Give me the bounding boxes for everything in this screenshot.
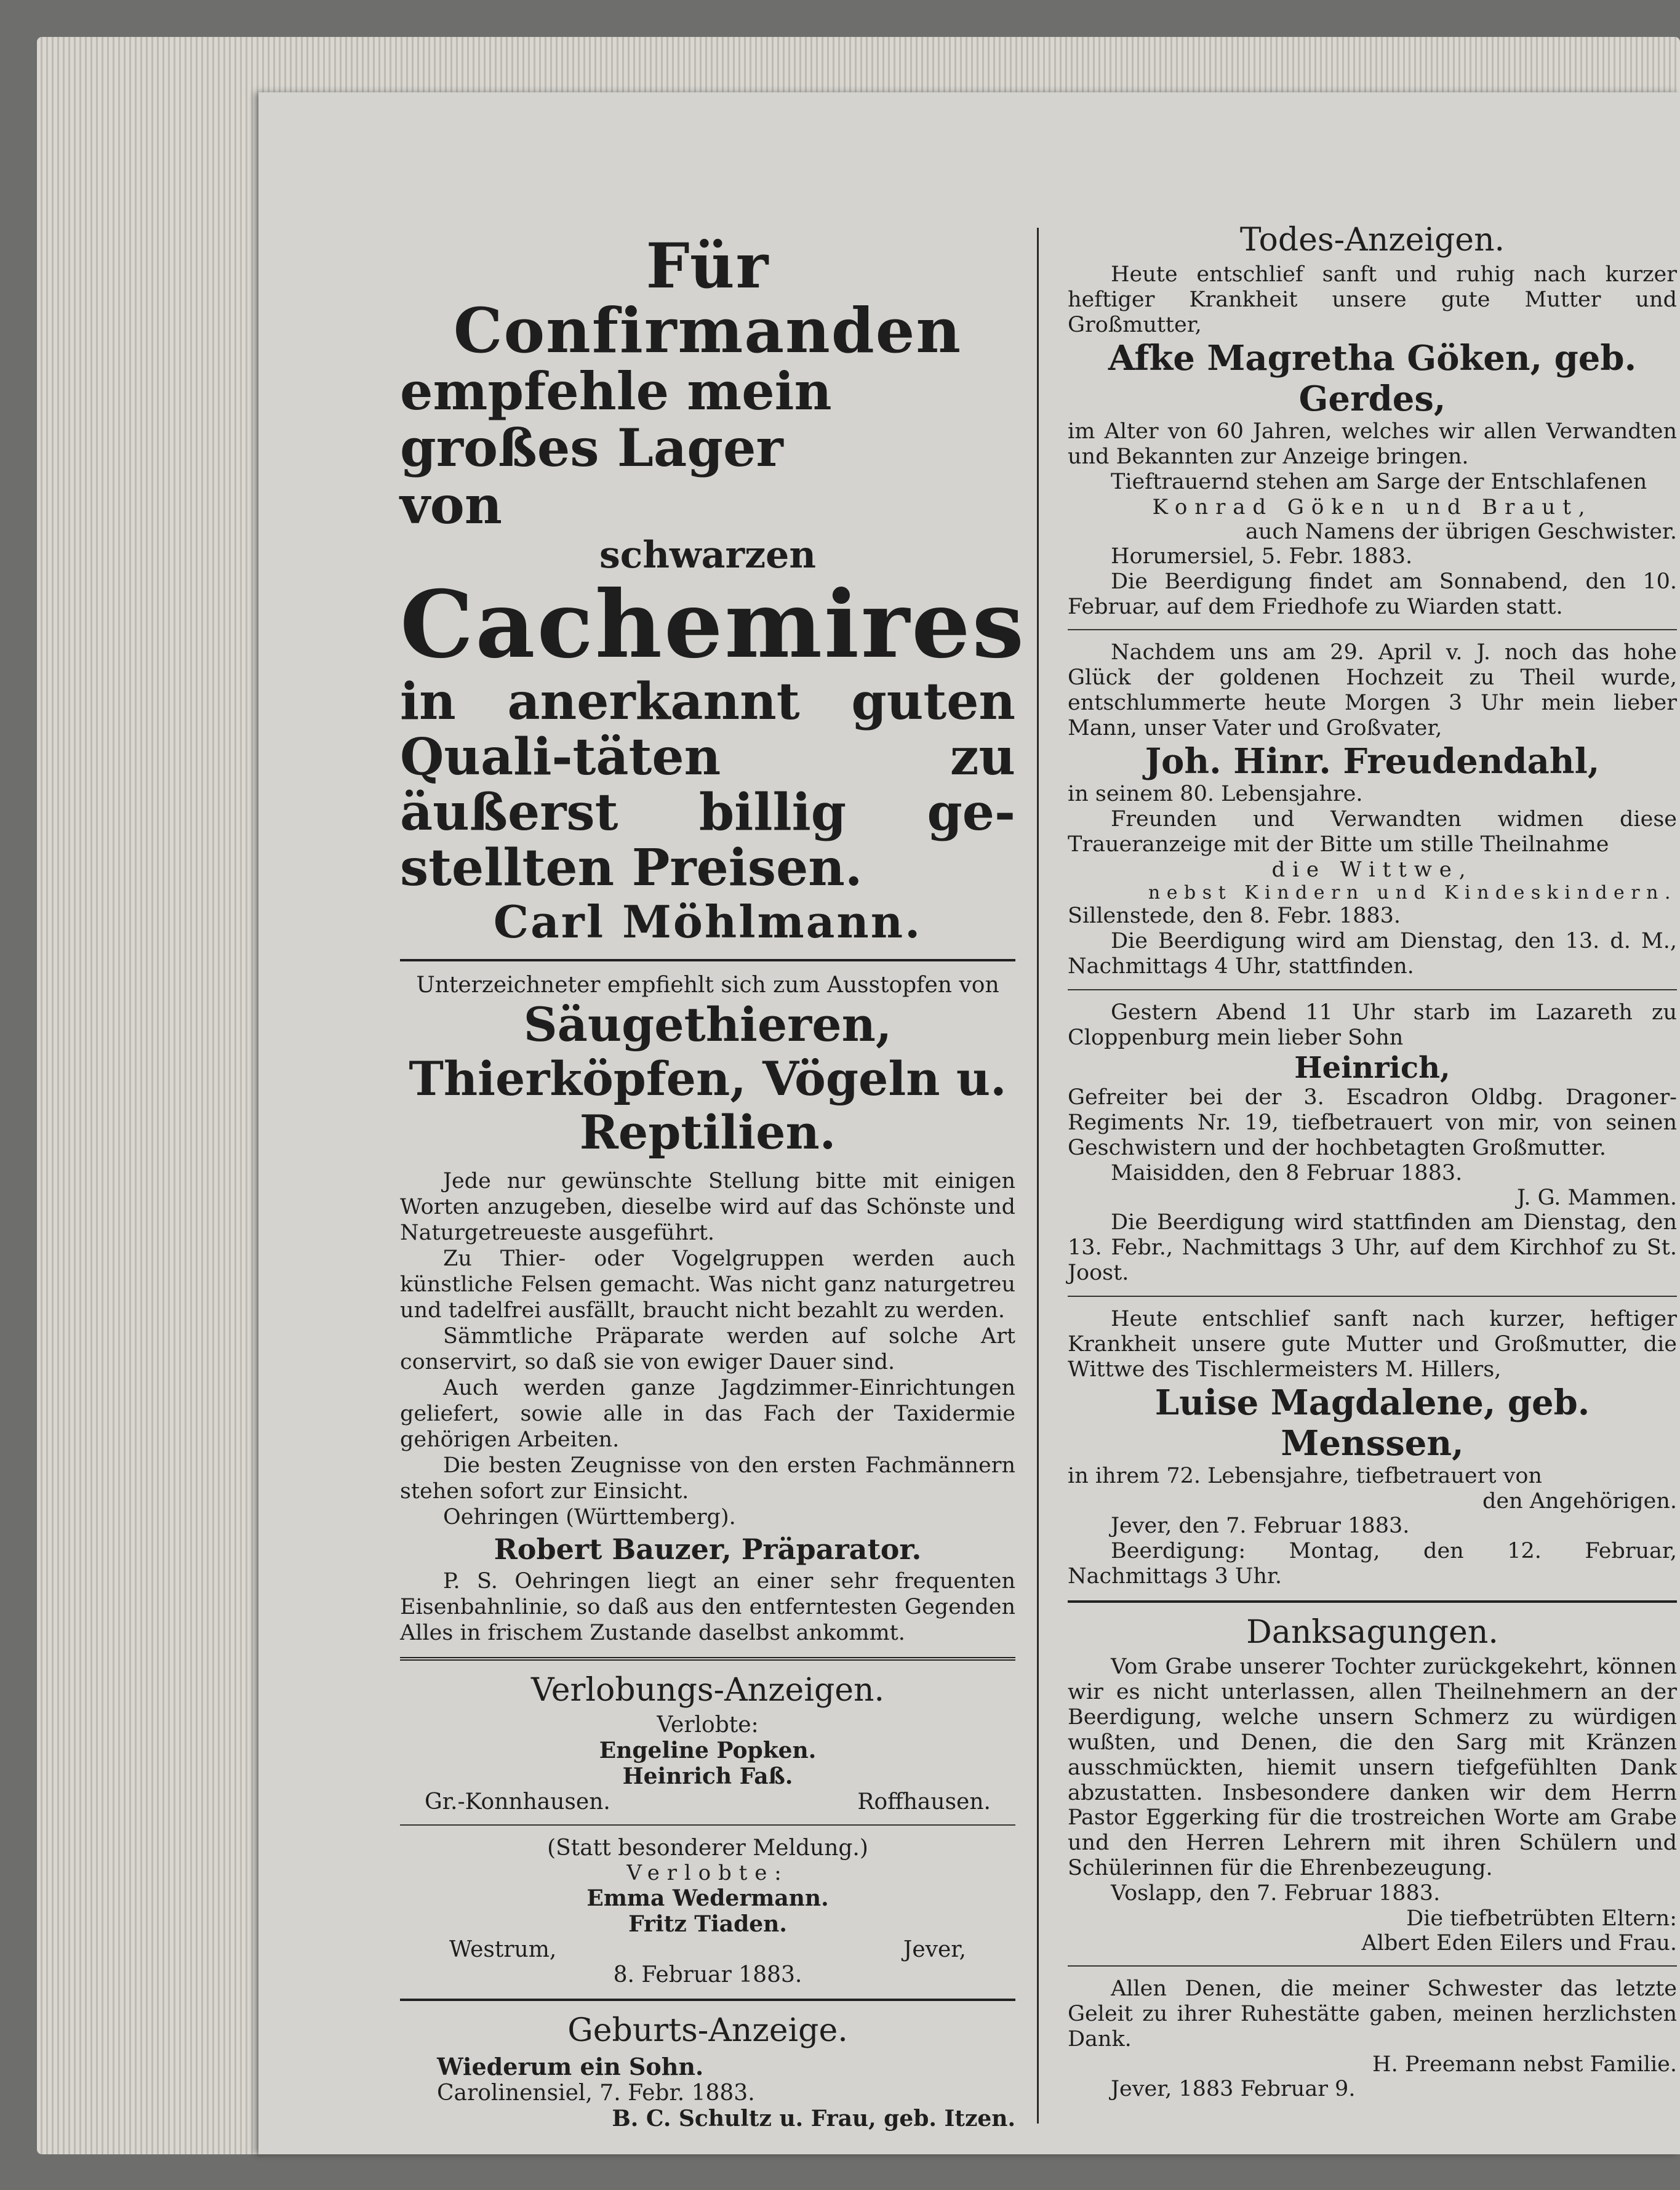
death-text: in ihrem 72. Lebensjahre, tiefbetrauert von (1068, 1464, 1542, 1489)
death-text: Freunden und Verwandten widmen diese Traueranzeige mit der Bitte um stille Theilnahme (1068, 807, 1677, 857)
birth-signature: B. C. Schultz u. Frau, geb. Itzen. (612, 2105, 1015, 2132)
death-text: Heute entschlief sanft und ruhig nach kurzer heftiger Krankheit unsere gute Mutter und Großmutter, (1068, 262, 1677, 337)
ad-subline-von: von (400, 474, 502, 535)
place-right: Jever, (903, 1936, 966, 1962)
ad-cachemires: Cachemires (400, 571, 1026, 680)
taxidermy-ps: P. S. Oehringen liegt an einer sehr frequenten Eisenbahnlinie, so daß aus den entferntesten Gegenden Alles in frischem Zustande daselbst ankommt. (400, 1568, 1015, 1645)
engagement-date: 8. Februar 1883. (613, 1962, 802, 1987)
taxidermy-intro: Unterzeichneter empfiehlt sich zum Ausstopfen von (416, 973, 999, 998)
death-notice-3 (1068, 1000, 1677, 1286)
death-place: Jever, den 7. Februar 1883. (1111, 1514, 1410, 1538)
column-divider (1037, 228, 1039, 2124)
deceased-name: Afke Magretha Göken, geb. Gerdes, (1108, 337, 1637, 419)
mourner: die Wittwe, (1271, 857, 1473, 882)
funeral-info: Beerdigung: Montag, den 12. Februar, Nachmittags 3 Uhr. (1068, 1538, 1677, 1589)
death-notice-1 (1068, 262, 1677, 619)
deceased-name: Heinrich, (1294, 1050, 1450, 1085)
deceased-name: Luise Magdalene, geb. Menssen, (1154, 1382, 1590, 1464)
mourner: Konrad Göken und Braut, (1152, 494, 1593, 519)
mourner: J. G. Mammen. (1517, 1185, 1677, 1211)
newspaper-page (258, 92, 1680, 2154)
taxidermy-paragraph: Zu Thier- oder Vogelgruppen werden auch künstliche Felsen gemacht. Was nicht ganz naturgetreu und tadelfrei ausfällt, braucht nicht bezahlt zu werden. (400, 1246, 1015, 1323)
deaths-title: Todes-Anzeigen. (1239, 222, 1505, 259)
engaged-name: Fritz Tiaden. (628, 1911, 787, 1937)
engagement-places (400, 1937, 1015, 1962)
deceased-name: Joh. Hinr. Freudendahl, (1145, 741, 1600, 782)
engagement-title: Verlobungs-Anzeigen. (530, 1671, 885, 1709)
death-text: Gestern Abend 11 Uhr starb im Lazareth zu Cloppenburg mein lieber Sohn (1068, 1000, 1677, 1050)
taxidermy-place: Oehringen (Württemberg). (443, 1504, 736, 1530)
place-right: Roffhausen. (857, 1789, 991, 1815)
ad-subline: empfehle mein großes Lager (400, 361, 832, 479)
funeral-info: Die Beerdigung wird stattfinden am Dienstag, den 13. Febr., Nachmittags 3 Uhr, auf dem Kirchhof zu St. Joost. (1068, 1210, 1677, 1286)
thanks-signature: H. Preemann nebst Familie. (1372, 2052, 1677, 2077)
engaged-name: Heinrich Faß. (622, 1763, 793, 1789)
birth-title: Geburts-Anzeige. (567, 2012, 848, 2049)
engagement-notice-2 (400, 1835, 1015, 1987)
engagement-label: Verlobte: (657, 1712, 759, 1738)
ad-confirmanden (400, 230, 1026, 949)
taxidermy-paragraph: Sämmtliche Präparate werden auf solche Art conservirt, so daß sie von ewiger Dauer sind. (400, 1323, 1015, 1374)
death-place: Maisidden, den 8 Februar 1883. (1111, 1160, 1463, 1185)
death-notice-2 (1068, 640, 1677, 979)
death-text: Heute entschlief sanft nach kurzer, heftiger Krankheit unsere gute Mutter und Großmutter, die Wittwe des Tischlermeisters M. Hillers, (1068, 1307, 1677, 1382)
separator-rule (400, 959, 1015, 961)
death-place: Sillenstede, den 8. Febr. 1883. (1068, 904, 1401, 928)
birth-text: Wiederum ein Sohn. (437, 2052, 704, 2080)
funeral-info: Die Beerdigung wird am Dienstag, den 13. d. M., Nachmittags 4 Uhr, stattfinden. (1068, 928, 1677, 979)
taxidermy-paragraph: Auch werden ganze Jagdzimmer-Einrichtungen geliefert, sowie alle in das Fach der Taxidermie gehörigen Arbeiten. (400, 1375, 1015, 1452)
taxidermy-heading: Säugethieren, Thierköpfen, Vögeln u. Reptilien. (409, 997, 1007, 1160)
death-text: im Alter von 60 Jahren, welches wir allen Verwandten und Bekannten zur Anzeige bringen. (1068, 419, 1677, 469)
thanks-text: Allen Denen, die meiner Schwester das letzte Geleit zu ihrer Ruhestätte gaben, meinen herzlichsten Dank. (1068, 1976, 1677, 2052)
thanks-signature: Albert Eden Eilers und Frau. (1361, 1931, 1677, 1956)
death-text: Gefreiter bei der 3. Escadron Oldbg. Dragoner-Regiments Nr. 19, tiefbetrauert von mir, von seinen Geschwistern und der hochbetagten Großmutter. (1068, 1085, 1677, 1160)
right-column (1068, 222, 1677, 2102)
engaged-name: Emma Wedermann. (586, 1885, 829, 1911)
mourner: den Angehörigen. (1482, 1489, 1677, 1514)
thanks-notice-2 (1068, 1976, 1677, 2102)
ad-headline: Für Confirmanden (453, 230, 962, 367)
death-text: Nachdem uns am 29. April v. J. noch das hohe Glück der goldenen Hochzeit zu Theil wurde, entschlummerte heute Morgen 3 Uhr mein lieber Mann, unser Vater und Großvater, (1068, 640, 1677, 741)
ad-taxidermy (400, 973, 1015, 1645)
separator-rule (1068, 629, 1677, 630)
birth-place: Carolinensiel, 7. Febr. 1883. (437, 2080, 755, 2106)
ad-schwarzen: schwarzen (599, 534, 816, 577)
birth-notice (400, 2012, 1015, 2132)
engagement-label: Verlobte: (626, 1860, 789, 1885)
death-text: Tieftrauernd stehen am Sarge der Entschlafenen (1111, 469, 1647, 494)
separator-rule (1068, 1600, 1677, 1603)
left-column (400, 222, 1026, 2132)
thanks-place: Voslapp, den 7. Februar 1883. (1111, 1881, 1441, 1906)
taxidermy-signature: Robert Bauzer, Präparator. (494, 1532, 922, 1566)
thanks-title: Danksagungen. (1246, 1613, 1498, 1651)
death-age: in seinem 80. Lebensjahre. (1068, 782, 1363, 807)
separator-rule (400, 1657, 1015, 1661)
death-place: Horumersiel, 5. Febr. 1883. (1111, 543, 1413, 569)
mourner: auch Namens der übrigen Geschwister. (1245, 519, 1677, 544)
engagement-notice-1 (400, 1672, 1015, 1815)
thanks-text: Vom Grabe unserer Tochter zurückgekehrt, können wir es nicht unterlassen, allen Theilnehmern an der Beerdigung, welche unsern Schmerz zu würdigen wußten, und Denen, die den Sarg mit Kränzen ausschmückten, hiemit unsern tiefgefühlten Dank abzustatten. Insbesondere danken wir dem Herrn Pastor Eggerking für die trostreichen Worte am Grabe und den Herren Lehrern mit ihren Schülern und Schülerinnen für die Ehrenbezeugung. (1068, 1654, 1677, 1881)
separator-rule (1068, 1965, 1677, 1967)
ad-quality-text: in anerkannt guten Quali-täten zu äußerst billig ge-stellten Preisen. (400, 672, 1015, 898)
taxidermy-body (400, 1168, 1015, 1530)
mourner: nebst Kindern und Kindeskindern. (1148, 882, 1677, 904)
separator-rule (400, 1999, 1015, 2001)
ad-signature: Carl Möhlmann. (493, 896, 922, 949)
thanks-notice-1 (1068, 1655, 1677, 1955)
funeral-info: Die Beerdigung findet am Sonnabend, den 10. Februar, auf dem Friedhofe zu Wiarden statt. (1068, 569, 1677, 619)
taxidermy-paragraph: Jede nur gewünschte Stellung bitte mit einigen Worten anzugeben, dieselbe wird auf das Schönste und Naturgetreueste ausgeführt. (400, 1168, 1015, 1245)
engaged-name: Engeline Popken. (599, 1737, 817, 1763)
place-left: Westrum, (449, 1936, 557, 1962)
engagement-places (400, 1789, 1015, 1815)
thanks-place: Jever, 1883 Februar 9. (1111, 2077, 1356, 2101)
place-left: Gr.-Konnhausen. (425, 1789, 610, 1815)
separator-rule (1068, 989, 1677, 990)
taxidermy-paragraph: Die besten Zeugnisse von den ersten Fachmännern stehen sofort zur Einsicht. (400, 1453, 1015, 1504)
death-notice-4 (1068, 1307, 1677, 1589)
separator-rule (400, 1824, 1015, 1826)
engagement-note: (Statt besonderer Meldung.) (547, 1835, 868, 1861)
thanks-label: Die tiefbetrübten Eltern: (1406, 1906, 1677, 1931)
separator-rule (1068, 1296, 1677, 1297)
